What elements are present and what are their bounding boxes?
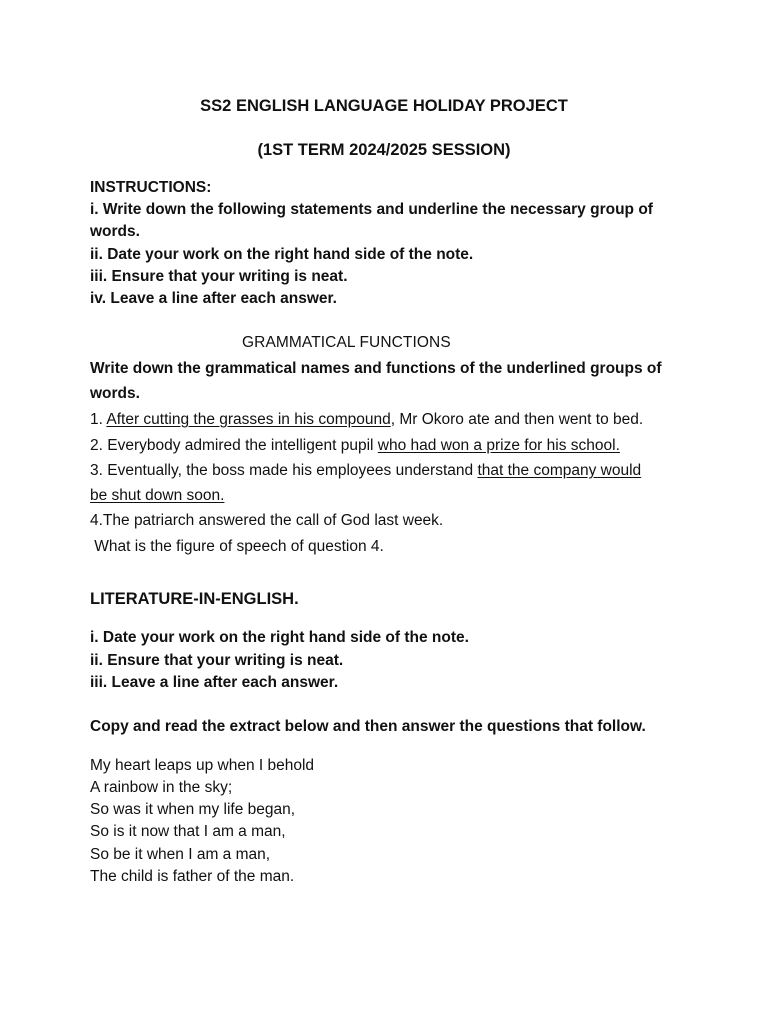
- grammar-prompt-line-2: words.: [90, 385, 140, 402]
- question-1-suffix: , Mr Okoro ate and then went to bed.: [390, 411, 644, 428]
- poem-line-3: So was it when my life began,: [90, 801, 296, 818]
- instructions-heading: INSTRUCTIONS:: [90, 179, 212, 196]
- question-1-prefix: 1.: [90, 411, 107, 428]
- poem-line-2: A rainbow in the sky;: [90, 779, 233, 796]
- poem-line-6: The child is father of the man.: [90, 868, 295, 885]
- instruction-item-4: iv. Leave a line after each answer.: [90, 290, 337, 307]
- instruction-item-2: ii. Date your work on the right hand side of the note.: [90, 246, 474, 263]
- question-2-prefix: 2. Everybody admired the intelligent pupil: [90, 437, 378, 454]
- question-4-followup: What is the figure of speech of question 4.: [90, 538, 384, 555]
- question-2-underlined: who had won a prize for his school.: [377, 437, 620, 454]
- page-subtitle: (1ST TERM 2024/2025 SESSION): [257, 141, 511, 159]
- instruction-item-1-cont: words.: [90, 223, 140, 240]
- grammar-heading-text: GRAMMATICAL FUNCTIONS: [242, 334, 451, 351]
- grammar-heading: [242, 333, 451, 353]
- question-1: [90, 410, 643, 430]
- poem-line-5: So be it when I am a man,: [90, 846, 271, 863]
- instruction-item-3: iii. Ensure that your writing is neat.: [90, 268, 348, 285]
- question-4: 4.The patriarch answered the call of God last week.: [90, 512, 444, 529]
- page-title: SS2 ENGLISH LANGUAGE HOLIDAY PROJECT: [200, 97, 568, 115]
- grammar-prompt-line-1: Write down the grammatical names and functions of the underlined groups of: [90, 360, 662, 377]
- poem-line-4: So is it now that I am a man,: [90, 823, 286, 840]
- question-3-prefix: 3. Eventually, the boss made his employees understand: [90, 462, 478, 479]
- copy-instruction: Copy and read the extract below and then answer the questions that follow.: [90, 718, 646, 735]
- literature-heading: LITERATURE-IN-ENGLISH.: [90, 590, 299, 608]
- question-3: [90, 461, 641, 481]
- literature-item-3: iii. Leave a line after each answer.: [90, 674, 339, 691]
- poem-line-1: My heart leaps up when I behold: [90, 757, 315, 774]
- question-3-underlined-cont: be shut down soon.: [90, 487, 225, 504]
- literature-item-2: ii. Ensure that your writing is neat.: [90, 652, 344, 669]
- question-2: [90, 436, 620, 456]
- question-3-cont: [90, 486, 224, 506]
- literature-item-1: i. Date your work on the right hand side of the note.: [90, 629, 469, 646]
- question-1-underlined: After cutting the grasses in his compound: [106, 411, 391, 428]
- question-3-underlined: that the company would: [477, 462, 642, 479]
- instruction-item-1: i. Write down the following statements and underline the necessary group of: [90, 201, 653, 218]
